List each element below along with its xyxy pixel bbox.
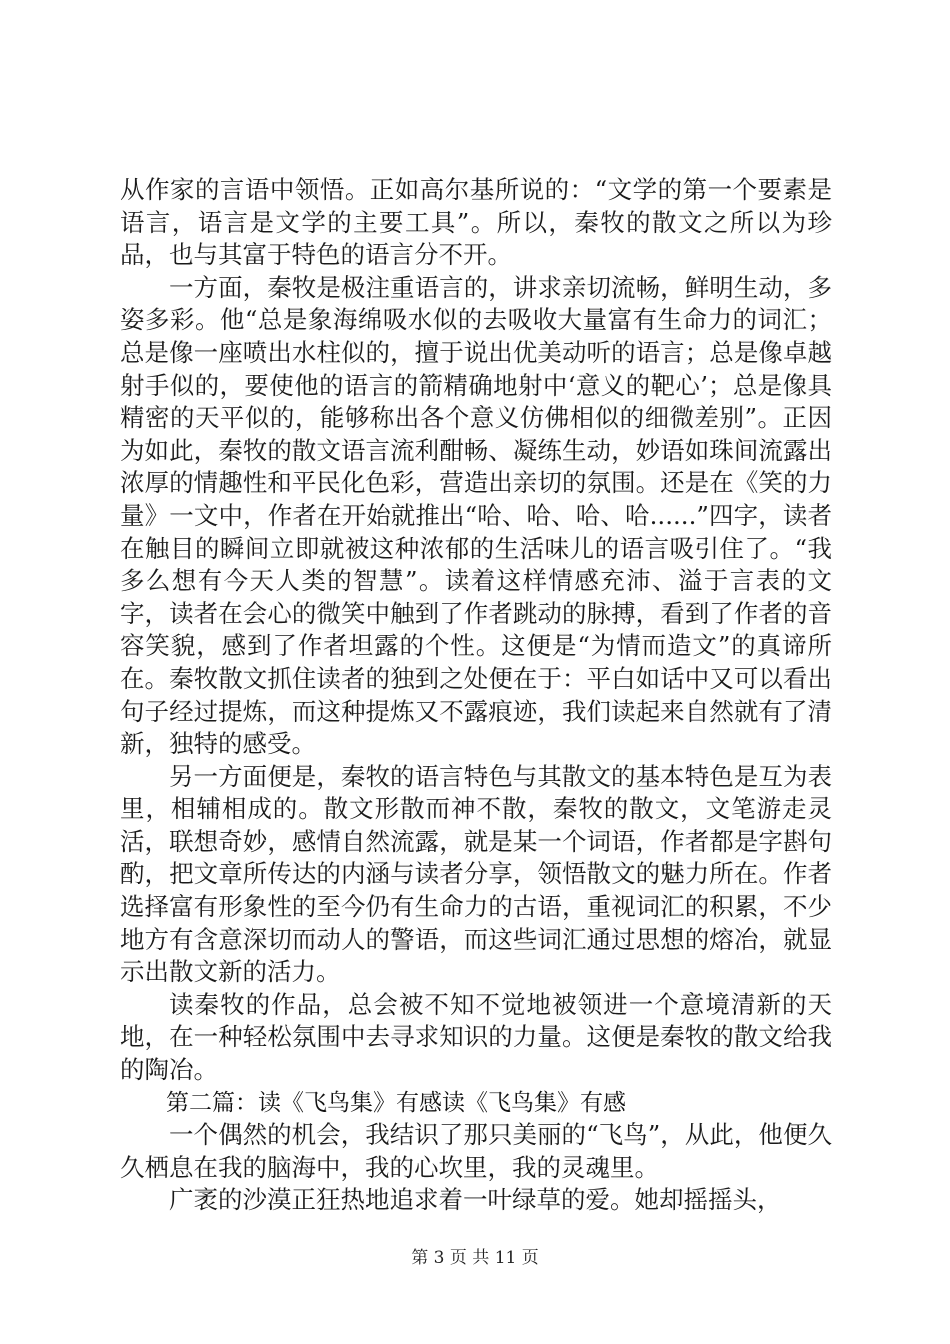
section-heading: 第二篇：读《飞鸟集》有感读《飞鸟集》有感 [166,1089,626,1116]
paragraph-language-style: 一方面，秦牧是极注重语言的，讲求亲切流畅，鲜明生动，多姿多彩。他“总是象海绵吸水似的去吸收大量富有生命力的词汇；总是像一座喷出水柱似的，擅于说出优美动听的语言；总是像卓越射手似的，要使他的语言的箭精确地射中‘意义的靶心’；总是像具精密的天平似的，能够称出各个意义仿佛相似的细微差别”。正因为如此，秦牧的散文语言流利酣畅、凝练生动，妙语如珠间流露出浓厚的情趣性和平民化色彩，营造出亲切的氛围。还是在《笑的力量》一文中，作者在开始就推出“哈、哈、哈、哈......”四字，读者在触目的瞬间立即就被这种浓郁的生活味儿的语言吸引住了。“我多么想有今天人类的智慧”。读着这样情感充沛、溢于言表的文字，读者在会心的微笑中触到了作者跳动的脉搏，看到了作者的音容笑貌，感到了作者坦露的个性。这便是“为情而造文”的真谛所在。秦牧散文抓住读者的独到之处便在于：平白如话中又可以看出句子经过提炼，而这种提炼又不露痕迹，我们读起来自然就有了清新，独特的感受。 [120,272,832,759]
paragraph-conclusion: 读秦牧的作品，总会被不知不觉地被领进一个意境清新的天地，在一种轻松氛围中去寻求知识的力量。这便是秦牧的散文给我的陶冶。 [120,989,832,1085]
paragraph-other-aspect: 另一方面便是，秦牧的语言特色与其散文的基本特色是互为表里，相辅相成的。散文形散而神不散，秦牧的散文，文笔游走灵活，联想奇妙，感情自然流露，就是某一个词语，作者都是字斟句酌，把文章所传达的内涵与读者分享，领悟散文的魅力所在。作者选择富有形象性的至今仍有生命力的古语，重视词汇的积累，不少地方有含意深切而动人的警语，而这些词汇通过思想的熔冶，就显示出散文新的活力。 [120,761,832,987]
paragraph-flying-bird-intro: 一个偶然的机会，我结识了那只美丽的“飞鸟”，从此，他便久久栖息在我的脑海中，我的心坎里，我的灵魂里。 [120,1120,832,1182]
page-number-footer: 第 3 页 共 11 页 [411,1248,539,1268]
paragraph-desert: 广袤的沙漠正狂热地追求着一叶绿草的爱。她却摇摇头， [169,1185,782,1215]
paragraph-continued: 从作家的言语中领悟。正如高尔基所说的：“文学的第一个要素是语言，语言是文学的主要工具”。所以，秦牧的散文之所以为珍品，也与其富于特色的语言分不开。 [120,175,832,270]
document-body [120,174,832,1217]
